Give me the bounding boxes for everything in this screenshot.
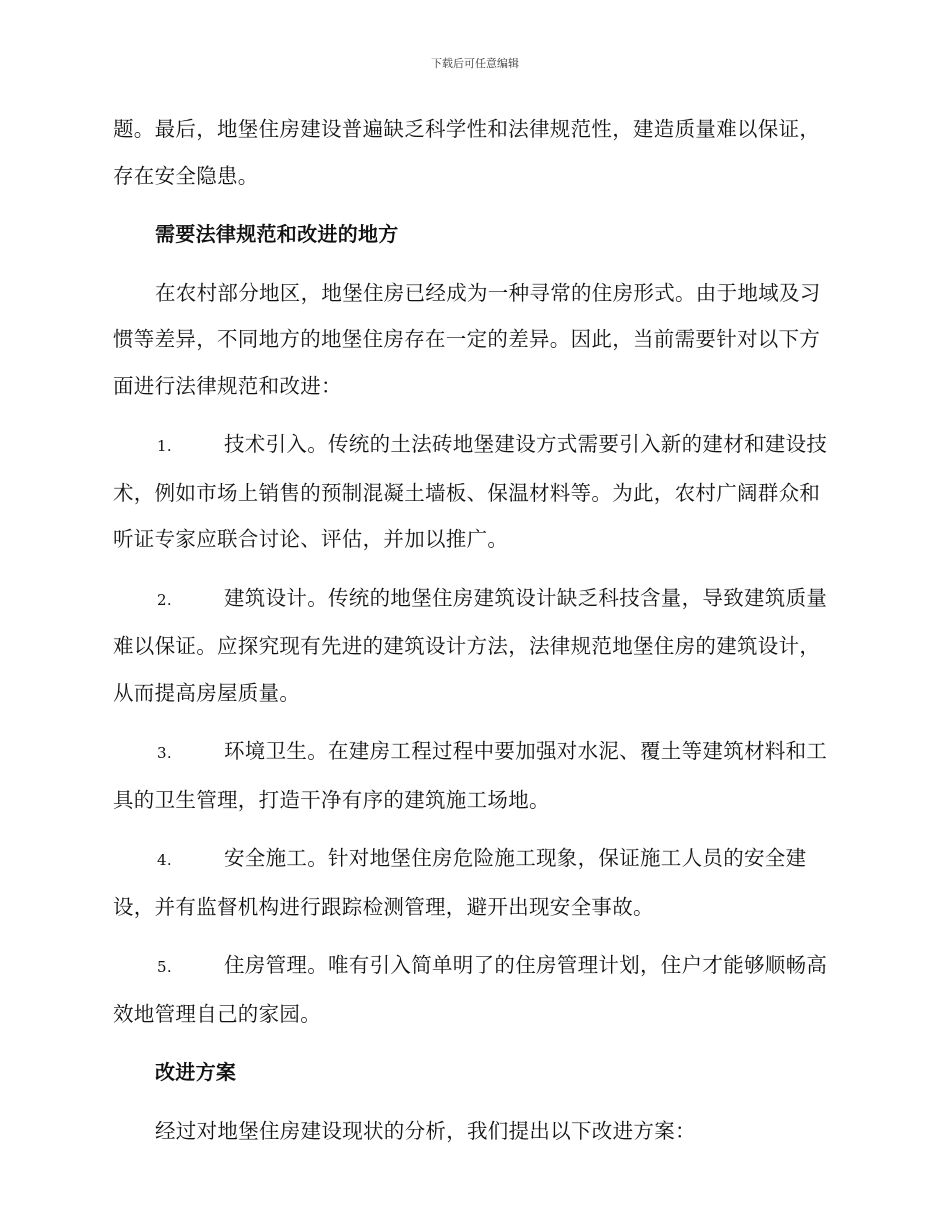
section2-paragraph: 经过对地堡住房建设现状的分析，我们提出以下改进方案： (155, 1118, 696, 1143)
list-item-3 (113, 728, 833, 823)
section1-paragraph: 在农村部分地区，地堡住房已经成为一种寻常的住房形式。由于地域及习惯等差异，不同地方的地堡住房存在一定的差异。因此，当前需要针对以下方面进行法律规范和改进： (113, 280, 821, 398)
section-heading-improvement-plan: 改进方案 (155, 1060, 237, 1084)
header-note: 下载后可任意编辑 (431, 57, 519, 70)
intro-paragraph: 题。最后，地堡住房建设普遍缺乏科学性和法律规范性，建造质量难以保证，存在安全隐患。 (113, 117, 821, 188)
list-item-5 (113, 942, 833, 1037)
list-text: 环境卫生。在建房工程过程中要加强对水泥、覆土等建筑材料和工具的卫生管理，打造干净有序的建筑施工场地。 (113, 739, 828, 812)
list-item-2 (113, 575, 833, 717)
document-body (113, 106, 833, 1154)
list-text: 建筑设计。传统的地堡住房建筑设计缺乏科技含量，导致建筑质量难以保证。应探究现有先进的建筑设计方法，法律规范地堡住房的建筑设计，从而提高房屋质量。 (113, 585, 828, 705)
list-number: 2. (157, 590, 172, 609)
list-number: 5. (157, 958, 172, 976)
list-number: 3. (157, 744, 172, 762)
list-item-4 (113, 835, 833, 930)
list-item-1 (113, 421, 833, 563)
list-number: 1. (157, 437, 172, 455)
section-heading-legal-improvements: 需要法律规范和改进的地方 (155, 222, 399, 246)
list-text: 技术引入。传统的土法砖地堡建设方式需要引入新的建材和建设技术，例如市场上销售的预制混凝土墙板、保温材料等。为此，农村广阔群众和听证专家应联合讨论、评估，并加以推广。 (113, 432, 828, 551)
list-text: 安全施工。针对地堡住房危险施工现象，保证施工人员的安全建设，并有监督机构进行跟踪检测管理，避开出现安全事故。 (113, 846, 807, 919)
list-number: 4. (157, 851, 172, 869)
list-text: 住房管理。唯有引入简单明了的住房管理计划，住户才能够顺畅高效地管理自己的家园。 (113, 953, 828, 1026)
